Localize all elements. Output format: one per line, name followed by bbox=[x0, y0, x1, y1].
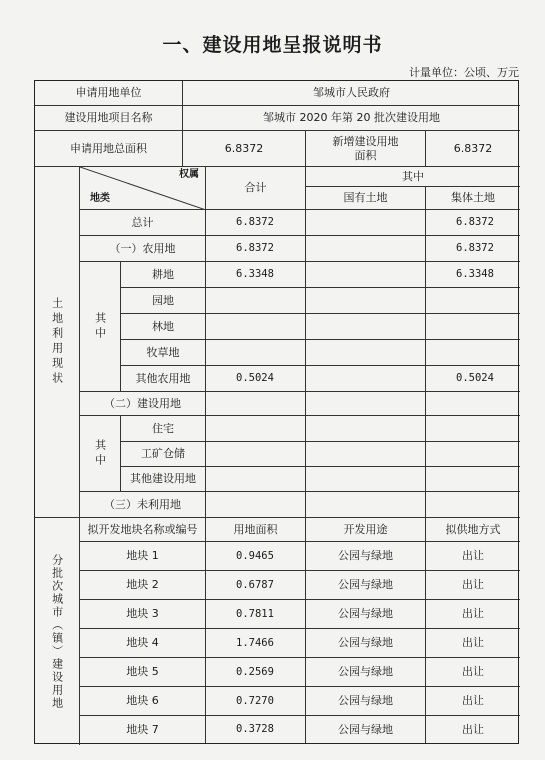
row-other-agri-label: 其他农用地 bbox=[121, 366, 206, 392]
parcel-col-use: 开发用途 bbox=[306, 518, 426, 542]
row-pasture-state bbox=[306, 340, 426, 366]
row-forest-collective bbox=[426, 314, 520, 340]
row-agri-sum: 6.8372 bbox=[206, 236, 306, 262]
row-other-construction-label: 其他建设用地 bbox=[121, 467, 206, 492]
parcel-use: 公园与绿地 bbox=[306, 716, 426, 743]
row-forest-sum bbox=[206, 314, 306, 340]
row-arable-sum: 6.3348 bbox=[206, 262, 306, 288]
row-agri-state bbox=[306, 236, 426, 262]
row-total-label: 总计 bbox=[80, 210, 206, 236]
project-label: 建设用地项目名称 bbox=[35, 106, 183, 131]
row-agri-collective: 6.8372 bbox=[426, 236, 520, 262]
row-pasture-sum bbox=[206, 340, 306, 366]
ownership-label: 权属 bbox=[179, 169, 199, 180]
parcel-name: 地块 1 bbox=[80, 542, 206, 571]
row-other-agri-collective: 0.5024 bbox=[426, 366, 520, 392]
new-area-value: 6.8372 bbox=[426, 131, 520, 167]
project-value: 邹城市 2020 年第 20 批次建设用地 bbox=[183, 106, 520, 131]
row-residential-collective bbox=[426, 416, 520, 442]
row-garden-sum bbox=[206, 288, 306, 314]
applicant-value: 邹城市人民政府 bbox=[183, 81, 520, 106]
row-industrial-state bbox=[306, 442, 426, 467]
parcel-area: 0.6787 bbox=[206, 571, 306, 600]
row-garden-label: 园地 bbox=[121, 288, 206, 314]
row-industrial-label: 工矿仓储 bbox=[121, 442, 206, 467]
parcel-supply: 出让 bbox=[426, 600, 520, 629]
row-residential-label: 住宅 bbox=[121, 416, 206, 442]
row-arable-state bbox=[306, 262, 426, 288]
row-forest-label: 林地 bbox=[121, 314, 206, 340]
parcel-name: 地块 3 bbox=[80, 600, 206, 629]
parcel-col-area: 用地面积 bbox=[206, 518, 306, 542]
row-construction-label: （二）建设用地 bbox=[80, 392, 206, 416]
row-other-agri-state bbox=[306, 366, 426, 392]
row-pasture-label: 牧草地 bbox=[121, 340, 206, 366]
row-total-sum: 6.8372 bbox=[206, 210, 306, 236]
row-other-agri-sum: 0.5024 bbox=[206, 366, 306, 392]
row-garden-collective bbox=[426, 288, 520, 314]
parcel-area: 1.7466 bbox=[206, 629, 306, 658]
row-unused-state bbox=[306, 492, 426, 518]
col-among-header: 其中 bbox=[306, 167, 520, 187]
row-agri-label: （一）农用地 bbox=[80, 236, 206, 262]
row-arable-collective: 6.3348 bbox=[426, 262, 520, 288]
row-pasture-collective bbox=[426, 340, 520, 366]
new-area-label: 新增建设用地面积 bbox=[306, 131, 426, 167]
row-residential-state bbox=[306, 416, 426, 442]
parcel-area: 0.3728 bbox=[206, 716, 306, 743]
parcel-supply: 出让 bbox=[426, 658, 520, 687]
parcel-col-supply: 拟供地方式 bbox=[426, 518, 520, 542]
row-unused-sum bbox=[206, 492, 306, 518]
applicant-label: 申请用地单位 bbox=[35, 81, 183, 106]
row-construction-state bbox=[306, 392, 426, 416]
row-unused-label: （三）未利用地 bbox=[80, 492, 206, 518]
parcel-area: 0.7811 bbox=[206, 600, 306, 629]
parcel-name: 地块 4 bbox=[80, 629, 206, 658]
construction-among-label: 其中 bbox=[80, 416, 121, 492]
col-state-header: 国有土地 bbox=[306, 187, 426, 210]
parcel-use: 公园与绿地 bbox=[306, 571, 426, 600]
row-construction-sum bbox=[206, 392, 306, 416]
parcel-supply: 出让 bbox=[426, 687, 520, 716]
parcel-area: 0.2569 bbox=[206, 658, 306, 687]
parcel-supply: 出让 bbox=[426, 542, 520, 571]
document-title: 一、建设用地呈报说明书 bbox=[162, 34, 383, 56]
parcel-use: 公园与绿地 bbox=[306, 687, 426, 716]
col-collective-header: 集体土地 bbox=[426, 187, 520, 210]
land-status-side-label: 土地利用现状 bbox=[35, 167, 80, 518]
agri-among-label: 其中 bbox=[80, 262, 121, 392]
parcel-use: 公园与绿地 bbox=[306, 658, 426, 687]
row-residential-sum bbox=[206, 416, 306, 442]
row-total-state bbox=[306, 210, 426, 236]
land-class-label: 地类 bbox=[90, 193, 110, 204]
total-area-value: 6.8372 bbox=[183, 131, 306, 167]
parcel-use: 公园与绿地 bbox=[306, 600, 426, 629]
corner-header bbox=[80, 167, 206, 210]
row-other-construction-collective bbox=[426, 467, 520, 492]
row-other-construction-sum bbox=[206, 467, 306, 492]
row-arable-label: 耕地 bbox=[121, 262, 206, 288]
parcel-use: 公园与绿地 bbox=[306, 542, 426, 571]
parcel-name: 地块 7 bbox=[80, 716, 206, 743]
row-unused-collective bbox=[426, 492, 520, 518]
row-construction-collective bbox=[426, 392, 520, 416]
row-forest-state bbox=[306, 314, 426, 340]
parcel-area: 0.7270 bbox=[206, 687, 306, 716]
row-garden-state bbox=[306, 288, 426, 314]
parcel-name: 地块 5 bbox=[80, 658, 206, 687]
row-other-construction-state bbox=[306, 467, 426, 492]
row-industrial-collective bbox=[426, 442, 520, 467]
parcel-supply: 出让 bbox=[426, 571, 520, 600]
parcel-name: 地块 2 bbox=[80, 571, 206, 600]
parcel-area: 0.9465 bbox=[206, 542, 306, 571]
parcels-side-label: 分批次城市（镇）建设用地 bbox=[35, 518, 80, 745]
parcel-col-name: 拟开发地块名称或编号 bbox=[80, 518, 206, 542]
report-table bbox=[34, 80, 519, 744]
row-total-collective: 6.8372 bbox=[426, 210, 520, 236]
parcel-name: 地块 6 bbox=[80, 687, 206, 716]
row-industrial-sum bbox=[206, 442, 306, 467]
parcel-supply: 出让 bbox=[426, 629, 520, 658]
parcel-use: 公园与绿地 bbox=[306, 629, 426, 658]
unit-note: 计量单位：公顷、万元 bbox=[409, 66, 519, 79]
total-area-label: 申请用地总面积 bbox=[35, 131, 183, 167]
col-total-header: 合计 bbox=[206, 167, 306, 210]
parcel-supply: 出让 bbox=[462, 722, 484, 736]
